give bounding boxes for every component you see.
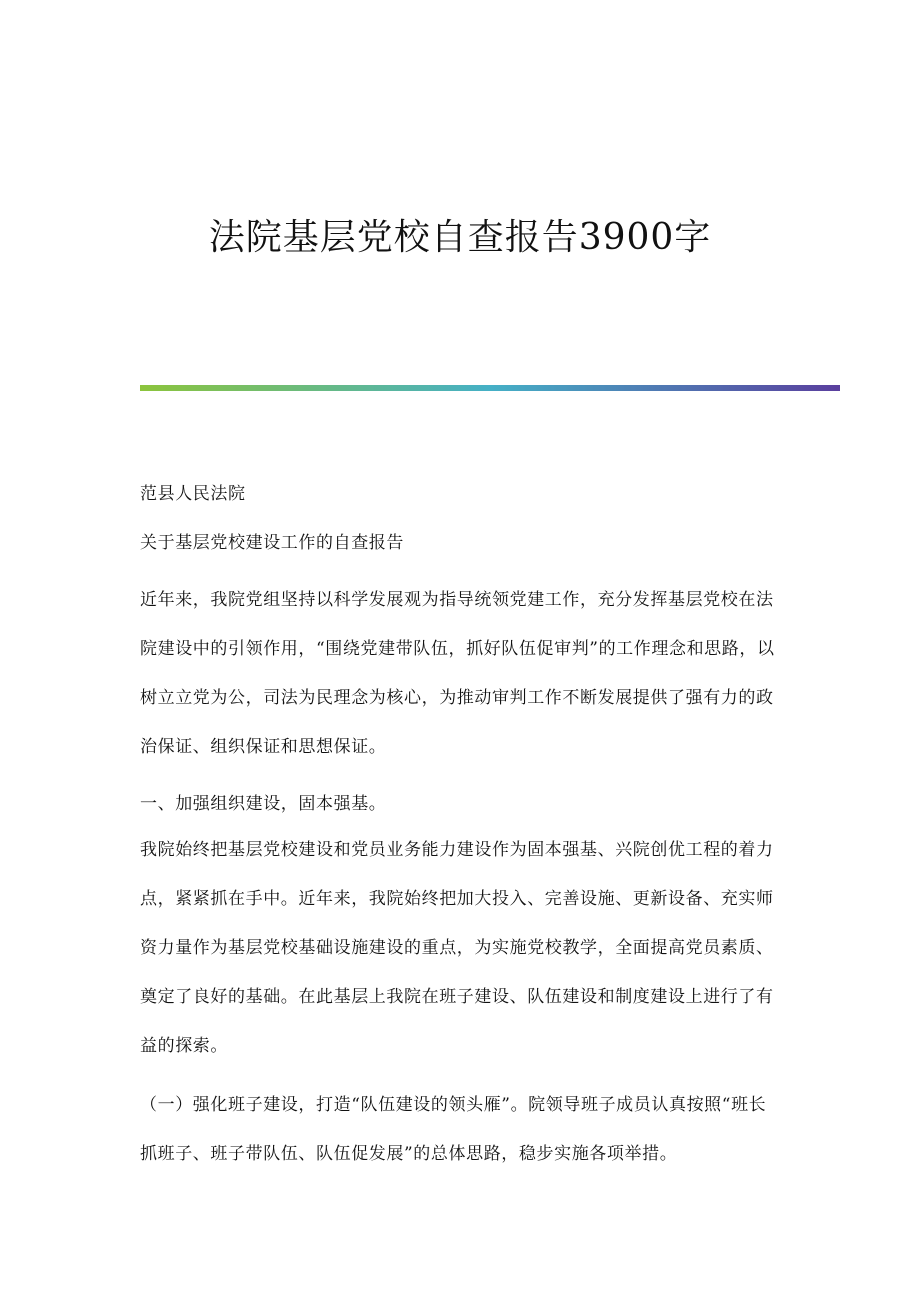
report-subtitle: 关于基层党校建设工作的自查报告 <box>140 533 404 553</box>
intro-paragraph: 近年来，我院党组坚持以科学发展观为指导统领党建工作，充分发挥基层党校在法院建设中的引领作用，“围绕党建带队伍，抓好队伍促审判”的工作理念和思路，以树立立党为公，司法为民理念为核心，为推动审判工作不断发展提供了强有力的政治保证、组织保证和思想保证。 <box>140 590 775 757</box>
court-name: 范县人民法院 <box>140 484 246 504</box>
document-title: 法院基层党校自查报告3900字 <box>208 217 712 258</box>
section-paragraph-1: 我院始终把基层党校建设和党员业务能力建设作为固本强基、兴院创优工程的着力点，紧紧抓在手中。近年来，我院始终把加大投入、完善设施、更新设备、充实师资力量作为基层党校基础设施建设的重点，为实施党校教学，全面提高党员素质、奠定了良好的基础。在此基层上我院在班子建设、队伍建设和制度建设上进行了有益的探索。 <box>140 840 774 1056</box>
subsection-paragraph-1: （一）强化班子建设，打造“队伍建设的领头雁”。院领导班子成员认真按照“班长抓班子、班子带队伍、队伍促发展”的总体思路，稳步实施各项举措。 <box>140 1095 767 1164</box>
section-heading-1: 一、加强组织建设，固本强基。 <box>140 794 387 814</box>
gradient-divider <box>140 385 840 391</box>
